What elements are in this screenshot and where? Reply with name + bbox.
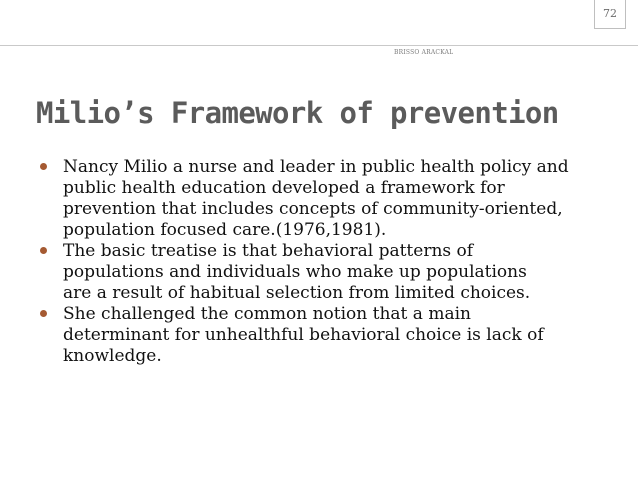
page-number: 72 bbox=[603, 7, 617, 20]
bullet-text: The basic treatise is that behavioral patterns of populations and individuals who make up populations are a result of habitual selection from limited choices. bbox=[63, 241, 531, 303]
header-rule bbox=[0, 45, 638, 46]
bullet-list bbox=[40, 157, 600, 367]
bullet-text: Nancy Milio a nurse and leader in public health policy and public health education developed a framework for prevention that includes concepts of community-oriented, population focused care.(1976,1981). bbox=[63, 157, 569, 240]
bullet-dot-icon bbox=[40, 247, 47, 254]
bullet-item bbox=[40, 304, 600, 367]
slide-title: Milio’s Framework of prevention bbox=[36, 96, 559, 130]
bullet-dot-icon bbox=[40, 310, 47, 317]
bullet-dot-icon bbox=[40, 163, 47, 170]
page-number-tab bbox=[594, 0, 626, 29]
bullet-text: She challenged the common notion that a main determinant for unhealthful behavioral choice is lack of knowledge. bbox=[63, 304, 544, 366]
bullet-item bbox=[40, 157, 600, 241]
bullet-item bbox=[40, 241, 600, 304]
author-label: BRISSO ARACKAL bbox=[394, 49, 454, 56]
